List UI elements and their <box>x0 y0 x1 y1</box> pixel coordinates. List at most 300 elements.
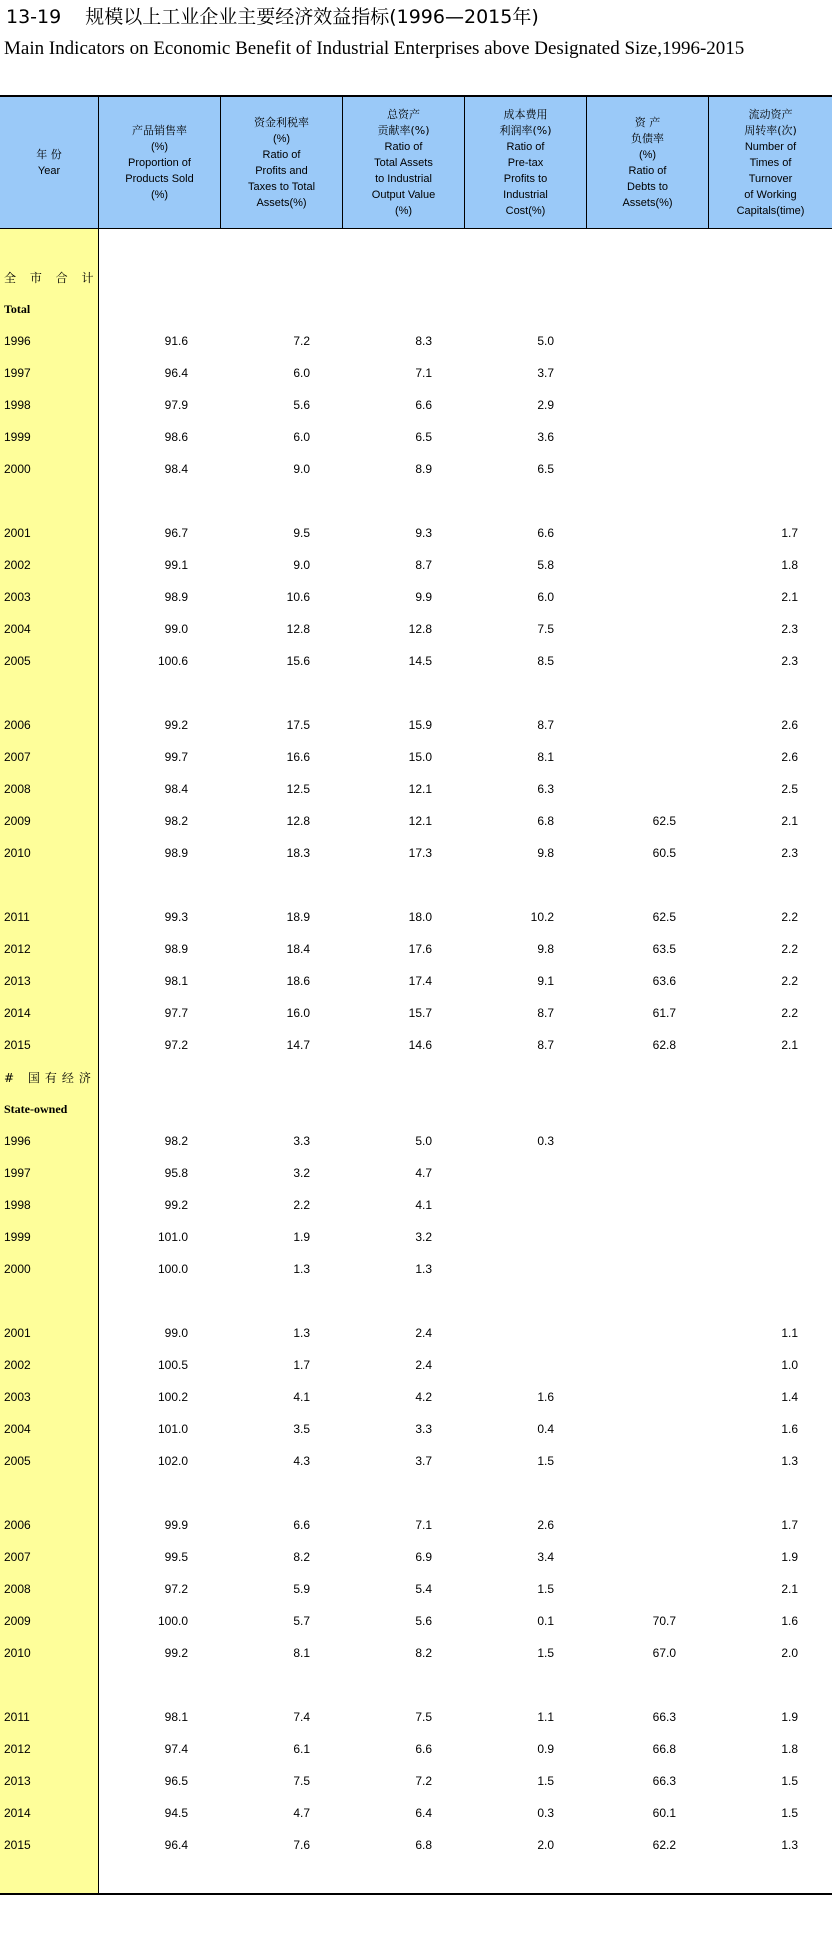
spacer-row <box>0 869 832 901</box>
value-cell: 4.7 <box>293 1806 310 1820</box>
header-total-assets-zh: 总资产 贡献率(%) <box>377 107 430 137</box>
value-cell: 6.6 <box>415 398 432 412</box>
value-cell: 100.6 <box>157 654 188 668</box>
year-cell: 2004 <box>4 622 31 636</box>
value-cell: 9.3 <box>415 526 432 540</box>
value-cell: 101.0 <box>157 1230 188 1244</box>
value-cell: 99.7 <box>164 750 188 764</box>
value-cell: 12.8 <box>286 814 310 828</box>
value-cell: 4.1 <box>293 1390 310 1404</box>
value-cell: 1.3 <box>293 1262 310 1276</box>
year-cell: 1999 <box>4 430 31 444</box>
value-cell: 98.9 <box>164 942 188 956</box>
value-cell: 1.6 <box>781 1422 798 1436</box>
header-products-sold-zh: 产品销售率 <box>132 123 187 137</box>
value-cell: 8.7 <box>415 558 432 572</box>
header-year-en: Year <box>37 164 61 177</box>
table-row <box>0 1221 832 1253</box>
year-cell: 2012 <box>4 942 31 956</box>
value-cell: 66.3 <box>652 1774 676 1788</box>
value-cell: 2.0 <box>781 1646 798 1660</box>
value-cell: 12.1 <box>408 814 432 828</box>
value-cell: 96.4 <box>164 366 188 380</box>
year-cell: 1997 <box>4 1166 31 1180</box>
table-row <box>0 549 832 581</box>
value-cell: 1.5 <box>537 1646 554 1660</box>
table-row <box>0 965 832 997</box>
value-cell: 15.0 <box>408 750 432 764</box>
table-row <box>0 325 832 357</box>
value-cell: 4.1 <box>415 1198 432 1212</box>
value-cell: 5.9 <box>293 1582 310 1596</box>
value-cell: 7.4 <box>293 1710 310 1724</box>
value-cell: 12.8 <box>286 622 310 636</box>
spacer-row <box>0 1669 832 1701</box>
header-debts-assets-en: Ratio of Debts to Assets(%) <box>622 164 673 209</box>
value-cell: 2.1 <box>781 590 798 604</box>
value-cell: 3.4 <box>537 1550 554 1564</box>
table-row <box>0 1317 832 1349</box>
year-cell: 2000 <box>4 462 31 476</box>
table-row <box>0 1381 832 1413</box>
value-cell: 5.0 <box>537 334 554 348</box>
value-cell: 94.5 <box>164 1806 188 1820</box>
header-profits-taxes-unit: (%) <box>272 132 291 145</box>
year-cell: 2004 <box>4 1422 31 1436</box>
value-cell: 2.4 <box>415 1358 432 1372</box>
year-cell: 2014 <box>4 1006 31 1020</box>
value-cell: 4.3 <box>293 1454 310 1468</box>
year-cell: 2005 <box>4 1454 31 1468</box>
value-cell: 17.4 <box>408 974 432 988</box>
value-cell: 3.2 <box>293 1166 310 1180</box>
value-cell: 1.4 <box>781 1390 798 1404</box>
value-cell: 2.1 <box>781 1582 798 1596</box>
value-cell: 7.1 <box>415 366 432 380</box>
value-cell: 96.5 <box>164 1774 188 1788</box>
value-cell: 17.6 <box>408 942 432 956</box>
header-year <box>0 97 99 228</box>
value-cell: 1.7 <box>781 1518 798 1532</box>
table-row <box>0 933 832 965</box>
value-cell: 14.7 <box>286 1038 310 1052</box>
value-cell: 1.7 <box>781 526 798 540</box>
year-cell: 1998 <box>4 398 31 412</box>
value-cell: 9.8 <box>537 942 554 956</box>
value-cell: 1.9 <box>781 1710 798 1724</box>
header-products-sold <box>99 97 221 228</box>
value-cell: 18.6 <box>286 974 310 988</box>
value-cell: 63.6 <box>652 974 676 988</box>
value-cell: 4.7 <box>415 1166 432 1180</box>
value-cell: 102.0 <box>157 1454 188 1468</box>
value-cell: 1.5 <box>537 1774 554 1788</box>
header-profits-taxes-en: Ratio of Profits and Taxes to Total Assets(%) <box>247 148 316 209</box>
year-cell: 2001 <box>4 526 31 540</box>
value-cell: 2.6 <box>781 718 798 732</box>
value-cell: 2.3 <box>781 622 798 636</box>
section-label-en: State-owned <box>4 1101 68 1116</box>
value-cell: 0.3 <box>537 1134 554 1148</box>
header-profits-taxes-zh: 资金利税率 <box>254 115 309 129</box>
section-label-en-row <box>0 1093 832 1125</box>
table-row <box>0 1637 832 1669</box>
value-cell: 1.0 <box>781 1358 798 1372</box>
value-cell: 9.8 <box>537 846 554 860</box>
value-cell: 2.9 <box>537 398 554 412</box>
value-cell: 98.2 <box>164 1134 188 1148</box>
header-products-sold-unit: (%) <box>150 140 169 153</box>
year-cell: 1998 <box>4 1198 31 1212</box>
header-debts-assets <box>587 97 709 228</box>
value-cell: 15.9 <box>408 718 432 732</box>
spacer-row <box>0 1477 832 1509</box>
value-cell: 14.6 <box>408 1038 432 1052</box>
year-cell: 2001 <box>4 1326 31 1340</box>
header-turnover <box>709 97 832 228</box>
value-cell: 1.6 <box>537 1390 554 1404</box>
section-label-en-row <box>0 293 832 325</box>
year-cell: 1999 <box>4 1230 31 1244</box>
table-row <box>0 805 832 837</box>
value-cell: 66.3 <box>652 1710 676 1724</box>
value-cell: 96.4 <box>164 1838 188 1852</box>
year-cell: 2013 <box>4 974 31 988</box>
value-cell: 99.3 <box>164 910 188 924</box>
value-cell: 100.0 <box>157 1614 188 1628</box>
value-cell: 18.9 <box>286 910 310 924</box>
table-row <box>0 1253 832 1285</box>
year-cell: 1996 <box>4 334 31 348</box>
value-cell: 8.1 <box>537 750 554 764</box>
value-cell: 9.0 <box>293 558 310 572</box>
value-cell: 7.5 <box>293 1774 310 1788</box>
value-cell: 5.6 <box>293 398 310 412</box>
table-row <box>0 741 832 773</box>
value-cell: 3.3 <box>293 1134 310 1148</box>
table-row <box>0 1573 832 1605</box>
value-cell: 97.2 <box>164 1038 188 1052</box>
value-cell: 7.5 <box>537 622 554 636</box>
value-cell: 60.5 <box>652 846 676 860</box>
year-cell: 2012 <box>4 1742 31 1756</box>
value-cell: 99.2 <box>164 1198 188 1212</box>
header-total-assets-en: Ratio of Total Assets to Industrial Output Value (%) <box>371 140 436 217</box>
value-cell: 97.7 <box>164 1006 188 1020</box>
value-cell: 5.6 <box>415 1614 432 1628</box>
table-row <box>0 1509 832 1541</box>
value-cell: 99.2 <box>164 1646 188 1660</box>
year-cell: 2013 <box>4 1774 31 1788</box>
value-cell: 12.8 <box>408 622 432 636</box>
section-label-zh: 全 市 合 计 <box>4 270 99 285</box>
value-cell: 1.1 <box>781 1326 798 1340</box>
value-cell: 1.3 <box>781 1454 798 1468</box>
value-cell: 6.9 <box>415 1550 432 1564</box>
value-cell: 61.7 <box>652 1006 676 1020</box>
year-cell: 2009 <box>4 814 31 828</box>
value-cell: 98.1 <box>164 1710 188 1724</box>
value-cell: 100.5 <box>157 1358 188 1372</box>
value-cell: 1.6 <box>781 1614 798 1628</box>
value-cell: 1.5 <box>781 1806 798 1820</box>
value-cell: 0.3 <box>537 1806 554 1820</box>
table-row <box>0 1157 832 1189</box>
value-cell: 62.5 <box>652 814 676 828</box>
header-turnover-zh: 流动资产 周转率(次) <box>744 107 797 137</box>
value-cell: 98.4 <box>164 782 188 796</box>
value-cell: 99.1 <box>164 558 188 572</box>
value-cell: 8.7 <box>537 718 554 732</box>
value-cell: 99.9 <box>164 1518 188 1532</box>
value-cell: 8.5 <box>537 654 554 668</box>
value-cell: 1.8 <box>781 558 798 572</box>
value-cell: 8.7 <box>537 1038 554 1052</box>
value-cell: 7.6 <box>293 1838 310 1852</box>
value-cell: 8.3 <box>415 334 432 348</box>
value-cell: 8.1 <box>293 1646 310 1660</box>
value-cell: 5.0 <box>415 1134 432 1148</box>
value-cell: 1.3 <box>781 1838 798 1852</box>
table-row <box>0 581 832 613</box>
year-cell: 2003 <box>4 1390 31 1404</box>
table-row <box>0 517 832 549</box>
value-cell: 98.9 <box>164 590 188 604</box>
value-cell: 100.0 <box>157 1262 188 1276</box>
value-cell: 6.0 <box>293 366 310 380</box>
spacer-row <box>0 485 832 517</box>
year-cell: 2010 <box>4 1646 31 1660</box>
section-label-zh-row <box>0 1061 832 1093</box>
table-row <box>0 1701 832 1733</box>
value-cell: 6.8 <box>537 814 554 828</box>
value-cell: 101.0 <box>157 1422 188 1436</box>
table-row <box>0 453 832 485</box>
value-cell: 5.7 <box>293 1614 310 1628</box>
year-cell: 2008 <box>4 1582 31 1596</box>
header-profits-taxes <box>221 97 343 228</box>
value-cell: 99.0 <box>164 1326 188 1340</box>
table-row <box>0 1445 832 1477</box>
value-cell: 6.1 <box>293 1742 310 1756</box>
value-cell: 62.2 <box>652 1838 676 1852</box>
value-cell: 1.5 <box>537 1454 554 1468</box>
value-cell: 3.7 <box>415 1454 432 1468</box>
value-cell: 0.4 <box>537 1422 554 1436</box>
value-cell: 6.3 <box>537 782 554 796</box>
table-row <box>0 357 832 389</box>
value-cell: 0.9 <box>537 1742 554 1756</box>
value-cell: 66.8 <box>652 1742 676 1756</box>
value-cell: 2.2 <box>781 1006 798 1020</box>
table-row <box>0 997 832 1029</box>
value-cell: 6.6 <box>537 526 554 540</box>
value-cell: 98.4 <box>164 462 188 476</box>
value-cell: 9.0 <box>293 462 310 476</box>
value-cell: 18.4 <box>286 942 310 956</box>
value-cell: 1.9 <box>781 1550 798 1564</box>
value-cell: 1.3 <box>293 1326 310 1340</box>
value-cell: 95.8 <box>164 1166 188 1180</box>
value-cell: 6.0 <box>537 590 554 604</box>
bottom-rule <box>0 1893 832 1895</box>
value-cell: 1.3 <box>415 1262 432 1276</box>
value-cell: 1.5 <box>781 1774 798 1788</box>
section-label-zh: # 国有经济 <box>4 1070 96 1085</box>
value-cell: 1.5 <box>537 1582 554 1596</box>
year-cell: 2003 <box>4 590 31 604</box>
value-cell: 18.0 <box>408 910 432 924</box>
value-cell: 98.1 <box>164 974 188 988</box>
value-cell: 6.4 <box>415 1806 432 1820</box>
value-cell: 9.9 <box>415 590 432 604</box>
year-cell: 2007 <box>4 750 31 764</box>
value-cell: 1.9 <box>293 1230 310 1244</box>
header-turnover-en: Number of Times of Turnover of Working Capitals(time) <box>736 140 805 217</box>
year-cell: 2011 <box>4 1710 30 1724</box>
year-cell: 2009 <box>4 1614 31 1628</box>
table-row <box>0 1541 832 1573</box>
year-cell: 2015 <box>4 1038 31 1052</box>
value-cell: 97.9 <box>164 398 188 412</box>
value-cell: 7.2 <box>415 1774 432 1788</box>
table-row <box>0 901 832 933</box>
table-row <box>0 1605 832 1637</box>
value-cell: 97.4 <box>164 1742 188 1756</box>
value-cell: 2.1 <box>781 814 798 828</box>
value-cell: 2.0 <box>537 1838 554 1852</box>
value-cell: 60.1 <box>652 1806 676 1820</box>
table-title-en: Main Indicators on Economic Benefit of Industrial Enterprises above Designated Size,1996-2015 <box>4 38 745 59</box>
header-debts-assets-unit: (%) <box>638 148 657 161</box>
year-cell: 2002 <box>4 1358 31 1372</box>
value-cell: 97.2 <box>164 1582 188 1596</box>
table-row <box>0 1829 832 1861</box>
value-cell: 6.6 <box>293 1518 310 1532</box>
header-pretax-profits <box>465 97 587 228</box>
value-cell: 63.5 <box>652 942 676 956</box>
header-total-assets <box>343 97 465 228</box>
table-row <box>0 613 832 645</box>
value-cell: 8.2 <box>293 1550 310 1564</box>
value-cell: 70.7 <box>652 1614 676 1628</box>
value-cell: 1.7 <box>293 1358 310 1372</box>
table-header <box>0 97 832 229</box>
value-cell: 9.5 <box>293 526 310 540</box>
value-cell: 6.5 <box>415 430 432 444</box>
table-title-zh <box>6 4 539 30</box>
value-cell: 7.2 <box>293 334 310 348</box>
year-cell: 2014 <box>4 1806 31 1820</box>
value-cell: 3.2 <box>415 1230 432 1244</box>
table-row <box>0 1125 832 1157</box>
value-cell: 18.3 <box>286 846 310 860</box>
table-row <box>0 421 832 453</box>
value-cell: 1.8 <box>781 1742 798 1756</box>
value-cell: 3.7 <box>537 366 554 380</box>
value-cell: 14.5 <box>408 654 432 668</box>
year-cell: 1997 <box>4 366 31 380</box>
spacer-row <box>0 1285 832 1317</box>
value-cell: 9.1 <box>537 974 554 988</box>
table-row <box>0 1029 832 1061</box>
header-year-zh: 年 份 <box>36 147 62 161</box>
year-cell: 2000 <box>4 1262 31 1276</box>
value-cell: 17.5 <box>286 718 310 732</box>
table-row <box>0 837 832 869</box>
value-cell: 96.7 <box>164 526 188 540</box>
section-label-en: Total <box>4 301 31 316</box>
value-cell: 2.3 <box>781 654 798 668</box>
value-cell: 2.6 <box>781 750 798 764</box>
table-row <box>0 1797 832 1829</box>
table-row <box>0 389 832 421</box>
header-debts-assets-zh: 资 产 负债率 <box>631 115 664 145</box>
value-cell: 5.4 <box>415 1582 432 1596</box>
spacer-row <box>0 677 832 709</box>
spacer-row <box>0 229 832 261</box>
value-cell: 2.2 <box>781 942 798 956</box>
value-cell: 98.6 <box>164 430 188 444</box>
value-cell: 99.5 <box>164 1550 188 1564</box>
value-cell: 2.2 <box>293 1198 310 1212</box>
value-cell: 6.6 <box>415 1742 432 1756</box>
table-number: 13-19 <box>6 6 62 28</box>
header-products-sold-en: Proportion of Products Sold (%) <box>125 156 194 201</box>
value-cell: 0.1 <box>537 1614 554 1628</box>
value-cell: 5.8 <box>537 558 554 572</box>
header-pretax-profits-zh: 成本费用 利润率(%) <box>499 107 552 137</box>
value-cell: 2.3 <box>781 846 798 860</box>
value-cell: 7.1 <box>415 1518 432 1532</box>
table-title-zh-text: 规模以上工业企业主要经济效益指标(1996—2015年) <box>85 6 539 28</box>
table-row <box>0 1765 832 1797</box>
value-cell: 99.2 <box>164 718 188 732</box>
value-cell: 12.1 <box>408 782 432 796</box>
table-row <box>0 1349 832 1381</box>
year-cell: 2002 <box>4 558 31 572</box>
value-cell: 98.2 <box>164 814 188 828</box>
value-cell: 98.9 <box>164 846 188 860</box>
value-cell: 12.5 <box>286 782 310 796</box>
value-cell: 2.2 <box>781 974 798 988</box>
table-row <box>0 773 832 805</box>
value-cell: 3.6 <box>537 430 554 444</box>
value-cell: 8.2 <box>415 1646 432 1660</box>
header-pretax-profits-en: Ratio of Pre-tax Profits to Industrial Cost(%) <box>503 140 548 217</box>
year-cell: 1996 <box>4 1134 31 1148</box>
value-cell: 7.5 <box>415 1710 432 1724</box>
table-body <box>0 229 832 1861</box>
year-cell: 2015 <box>4 1838 31 1852</box>
value-cell: 16.0 <box>286 1006 310 1020</box>
year-cell: 2008 <box>4 782 31 796</box>
table-row <box>0 709 832 741</box>
value-cell: 100.2 <box>157 1390 188 1404</box>
year-cell: 2011 <box>4 910 30 924</box>
value-cell: 10.6 <box>286 590 310 604</box>
value-cell: 2.2 <box>781 910 798 924</box>
value-cell: 10.2 <box>530 910 554 924</box>
value-cell: 4.2 <box>415 1390 432 1404</box>
table-row <box>0 1189 832 1221</box>
year-cell: 2010 <box>4 846 31 860</box>
value-cell: 2.6 <box>537 1518 554 1532</box>
year-cell: 2007 <box>4 1550 31 1564</box>
value-cell: 62.5 <box>652 910 676 924</box>
value-cell: 2.4 <box>415 1326 432 1340</box>
year-cell: 2006 <box>4 1518 31 1532</box>
